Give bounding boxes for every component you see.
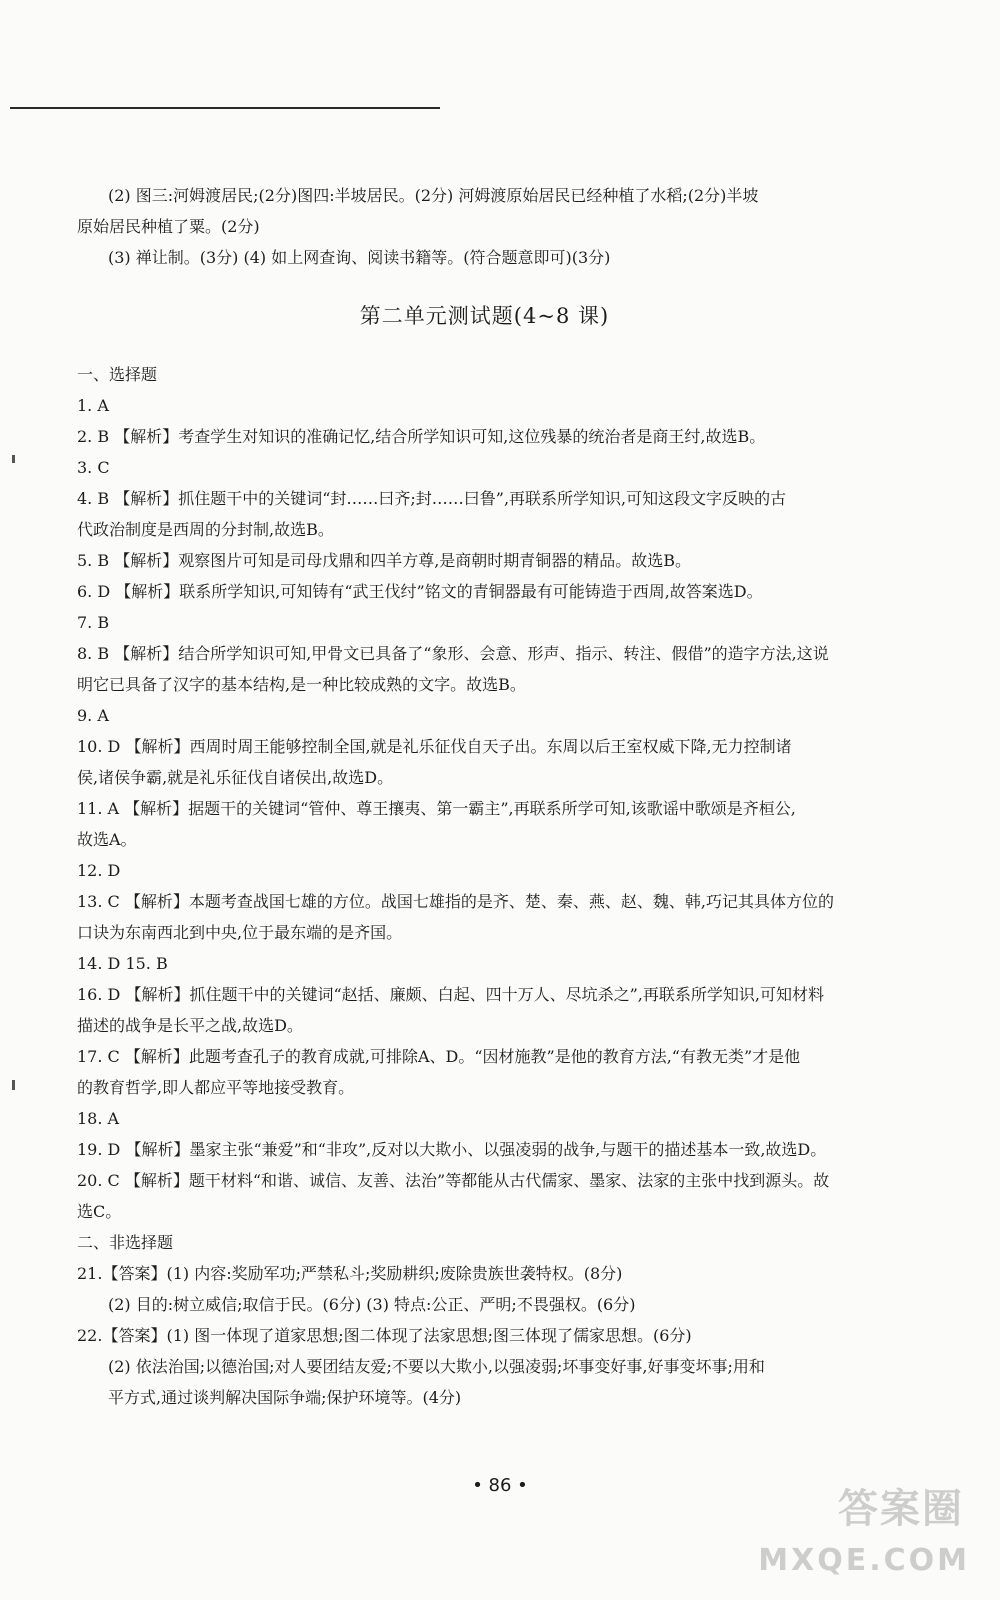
answer-line: 19. D 【解析】墨家主张“兼爱”和“非攻”,反对以大欺小、以强凌弱的战争,与题干的描述基本一致,故选D。 [77, 1140, 827, 1159]
answer-line: (2) 依法治国;以德治国;对人要团结友爱;不要以大欺小,以强凌弱;坏事变好事,好事变坏事;用和 [108, 1357, 765, 1376]
answer-line: 3. C [77, 458, 110, 477]
answer-line: 22.【答案】(1) 图一体现了道家思想;图二体现了法家思想;图三体现了儒家思想。(6分) [77, 1326, 692, 1345]
answer-line: (3) 禅让制。(3分) (4) 如上网查询、阅读书籍等。(符合题意即可)(3分) [108, 248, 611, 267]
answer-line: 21.【答案】(1) 内容:奖励军功;严禁私斗;奖励耕织;废除贵族世袭特权。(8分) [77, 1264, 623, 1283]
watermark-logo: 答案圈 [838, 1486, 964, 1532]
page-content [77, 180, 862, 1413]
answer-line: 口诀为东南西北到中央,位于最东端的是齐国。 [77, 923, 403, 942]
answer-line: 10. D 【解析】西周时周王能够控制全国,就是礼乐征伐自天子出。东周以后王室权威下降,无力控制诸 [77, 737, 792, 756]
section-heading-choice: 一、选择题 [77, 365, 158, 384]
answer-line: 明它已具备了汉字的基本结构,是一种比较成熟的文字。故选B。 [77, 675, 526, 694]
answer-line: 平方式,通过谈判解决国际争端;保护环境等。(4分) [108, 1388, 462, 1407]
answer-line: (2) 图三:河姆渡居民;(2分)图四:半坡居民。(2分) 河姆渡原始居民已经种植了水稻;(2分)半坡 [108, 186, 759, 205]
page-number: • 86 • [472, 1475, 528, 1496]
answer-line: 2. B 【解析】考查学生对知识的准确记忆,结合所学知识可知,这位残暴的统治者是商王纣,故选B。 [77, 427, 766, 446]
answer-line: 20. C 【解析】题干材料“和谐、诚信、友善、法治”等都能从古代儒家、墨家、法家的主张中找到源头。故 [77, 1171, 830, 1190]
answer-line: 13. C 【解析】本题考查战国七雄的方位。战国七雄指的是齐、楚、秦、燕、赵、魏、韩,巧记其具体方位的 [77, 892, 834, 911]
answer-line: 12. D [77, 861, 121, 880]
answer-line: 侯,诸侯争霸,就是礼乐征伐自诸侯出,故选D。 [77, 768, 394, 787]
answer-line: 9. A [77, 706, 109, 725]
answer-line: 的教育哲学,即人都应平等地接受教育。 [77, 1078, 355, 1097]
top-rule [10, 107, 440, 109]
scan-mark [12, 1080, 15, 1090]
answer-line: 14. D 15. B [77, 954, 168, 973]
answer-line: 8. B 【解析】结合所学知识可知,甲骨文已具备了“象形、会意、形声、指示、转注、假借”的造字方法,这说 [77, 644, 829, 663]
answer-line: 选C。 [77, 1202, 122, 1221]
answer-line: 11. A 【解析】据题干的关键词“管仲、尊王攘夷、第一霸主”,再联系所学可知,该歌谣中歌颂是齐桓公, [77, 799, 796, 818]
answer-line: 描述的战争是长平之战,故选D。 [77, 1016, 303, 1035]
answer-line: 原始居民种植了粟。(2分) [77, 217, 260, 236]
choice-answer-list [77, 390, 862, 1227]
section-heading-nonchoice: 二、非选择题 [77, 1233, 174, 1252]
answer-line: 6. D 【解析】联系所学知识,可知铸有“武王伐纣”铭文的青铜器最有可能铸造于西周,故答案选D。 [77, 582, 763, 601]
answer-line: 代政治制度是西周的分封制,故选B。 [77, 520, 334, 539]
page-title: 第二单元测试题(4~8 课) [359, 304, 610, 328]
answer-line: (2) 目的:树立威信;取信于民。(6分) (3) 特点:公正、严明;不畏强权。(6分) [108, 1295, 636, 1314]
answer-line: 16. D 【解析】抓住题干中的关键词“赵括、廉颇、白起、四十万人、尽坑杀之”,再联系所学知识,可知材料 [77, 985, 824, 1004]
answer-line: 5. B 【解析】观察图片可知是司母戊鼎和四羊方尊,是商朝时期青铜器的精品。故选B。 [77, 551, 692, 570]
nonchoice-answer-list [77, 1258, 862, 1413]
answer-line: 1. A [77, 396, 109, 415]
answer-line: 17. C 【解析】此题考查孔子的教育成就,可排除A、D。“因材施教”是他的教育方法,“有教无类”才是他 [77, 1047, 801, 1066]
watermark-url: MXQE.COM [758, 1543, 970, 1578]
answer-line: 18. A [77, 1109, 120, 1128]
answer-line: 7. B [77, 613, 110, 632]
answer-line: 4. B 【解析】抓住题干中的关键词“封……曰齐;封……曰鲁”,再联系所学知识,可知这段文字反映的古 [77, 489, 787, 508]
answer-line: 故选A。 [77, 830, 137, 849]
scan-mark [12, 455, 15, 463]
